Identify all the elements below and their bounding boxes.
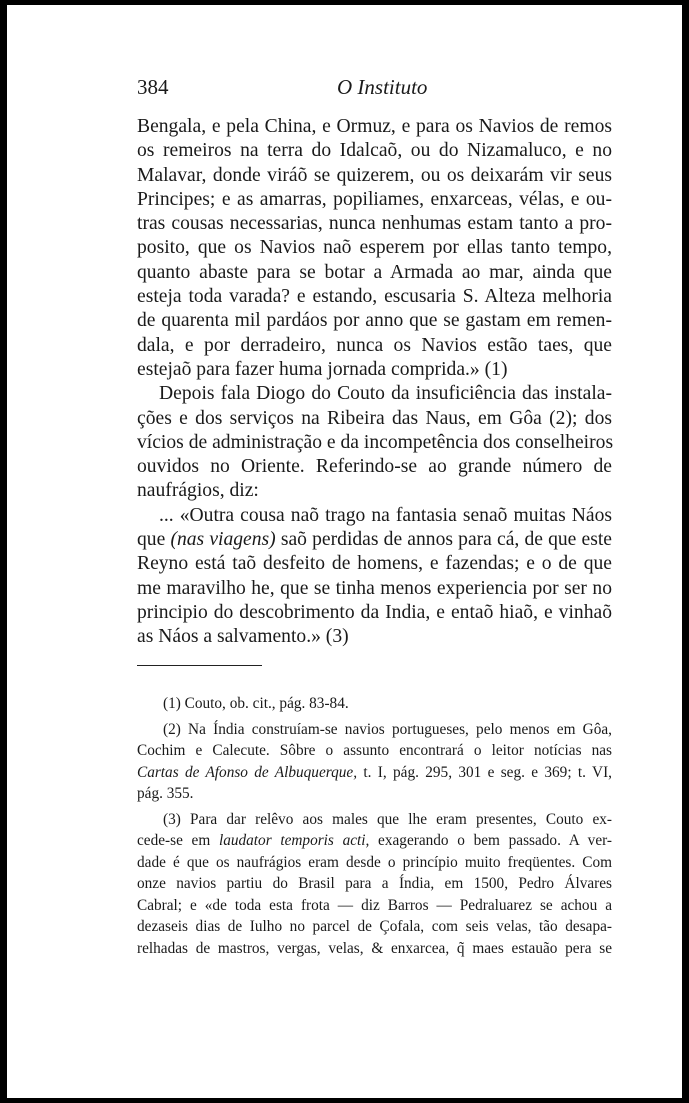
text-line: me maravilho he, que se tinha menos experiencia por ser no: [137, 577, 612, 599]
page-number: 384: [137, 75, 169, 99]
italic-title: Cartas de Afonso de Albuquerque,: [137, 763, 358, 781]
text-fragment: saõ perdidas de annos para cá, de que este: [275, 529, 612, 551]
text-line: Malavar, donde viráõ se quizerem, ou os deixarám vir seus: [137, 164, 612, 186]
text-fragment: que: [137, 529, 171, 551]
text-line: [137, 528, 612, 552]
document-page: [7, 5, 682, 1098]
text-line: Bengala, e pela China, e Ormuz, e para os Navios de remos: [137, 116, 612, 137]
text-line: relhadas de mastros, vergas, velas, & enxarcea, q̃ maes estauão pera se: [137, 939, 612, 957]
text-line: vícios de administração e da incompetência dos conselheiros: [137, 431, 614, 453]
text-line: estejaõ para fazer huma jornada comprida.» (1): [137, 358, 508, 380]
paragraph-2: [137, 382, 612, 503]
text-line: ... «Outra cousa naõ trago na fantasia senaõ muitas Náos: [159, 504, 612, 526]
text-line: [137, 830, 612, 852]
text-line: Depois fala Diogo do Couto da insuficiência das instala-: [159, 383, 612, 405]
text-fragment: exagerando o bem passado. A ver-: [369, 832, 612, 849]
footnote-1: [137, 693, 612, 715]
text-line: (3) Para dar relêvo aos males que lhe eram presentes, Couto ex-: [163, 810, 612, 828]
text-line: ouvidos no Oriente. Referindo-se ao grande número de: [137, 456, 612, 478]
text-line: posito, que os Navios naõ esperem por ellas tanto tempo,: [137, 237, 612, 259]
running-title: O Instituto: [337, 75, 428, 99]
text-line: Cochim e Calecute. Sôbre o assunto encontrará o leitor notícias nas: [137, 742, 612, 759]
text-line: dala, e por derradeiro, nunca os Navios estão taes, que: [137, 334, 612, 356]
paragraph-3-quote: [137, 504, 612, 650]
text-fragment: t. I, pág. 295, 301 e seg. e 369; t. VI,: [357, 763, 612, 781]
text-line: Reyno está taõ desfeito de homens, e fazendas; e o de que: [137, 553, 612, 575]
text-line: de quarenta mil pardáos por anno que se gastam em remen-: [137, 310, 612, 332]
footnotes: [137, 693, 612, 963]
footnote-divider: [137, 665, 262, 666]
text-line: naufrágios, diz:: [137, 480, 259, 502]
text-line: (2) Na Índia construíam-se navios portugueses, pelo menos em Gôa,: [163, 720, 612, 738]
paragraph-1: [137, 115, 612, 382]
footnote-3: [137, 809, 612, 960]
text-line: dezaseis dias de Iulho no parcel de Çofala, com seis velas, tão desapa-: [137, 918, 612, 935]
text-line: onze navios partiu do Brasil para a Índia, em 1500, Pedro Álvares: [137, 875, 612, 892]
text-line: as Náos a salvamento.» (3): [137, 626, 349, 648]
text-line: Cabral; e «de toda esta frota — diz Barros — Pedraluarez se achou a: [137, 896, 612, 914]
text-line: dade é que os naufrágios eram desde o princípio muito freqüentes. Com: [137, 853, 612, 871]
text-line: pág. 355.: [137, 785, 194, 802]
text-line: [137, 762, 612, 784]
text-line: esteja toda varada? e estando, escusaria S. Alteza melhoria: [137, 286, 612, 308]
body-text: [137, 115, 612, 650]
text-line: tras cousas necessarias, nunca nenhumas estam tanto a pro-: [137, 213, 612, 235]
text-line: principio do descobrimento da India, e entaõ hiaõ, e vinhaõ: [137, 601, 612, 623]
text-line: (1) Couto, ob. cit., pág. 83-84.: [163, 695, 349, 712]
text-line: quanto abaste para se botar a Armada ao mar, ainda que: [137, 261, 612, 283]
text-line: Principes; e as amarras, popiliames, enxarceas, vélas, e ou-: [137, 188, 612, 210]
text-line: ções e dos serviços na Ribeira das Naus, em Gôa (2); dos: [137, 407, 612, 429]
footnote-2: [137, 719, 612, 805]
italic-phrase: laudator temporis acti,: [218, 832, 370, 849]
italic-phrase: (nas viagens): [170, 529, 276, 551]
text-line: os remeiros na terra do Idalcaõ, ou do Nizamaluco, e no: [137, 140, 612, 162]
text-fragment: cede-se em: [137, 832, 219, 849]
